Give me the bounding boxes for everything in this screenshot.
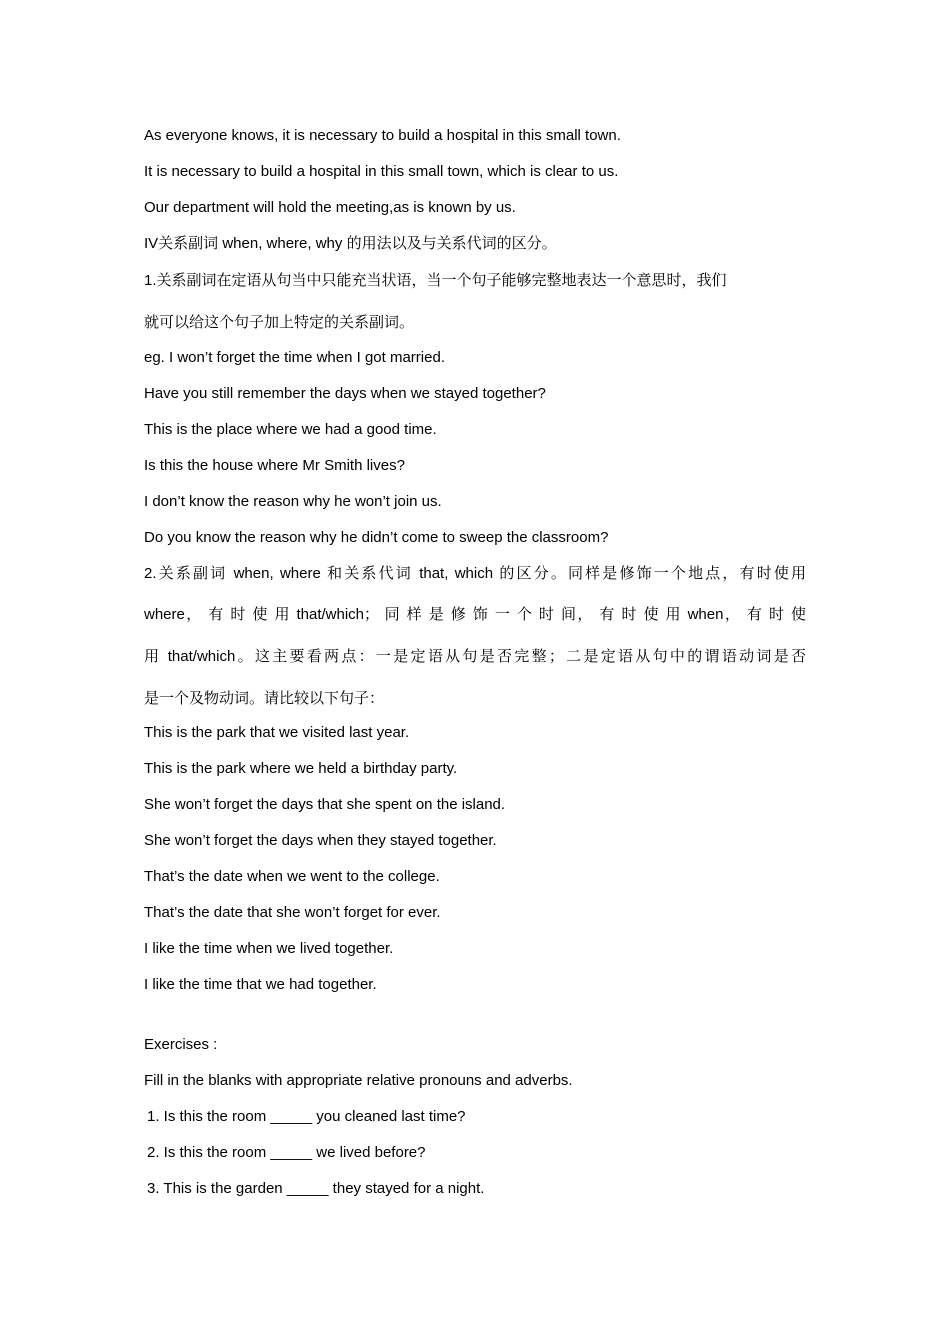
example-married: eg. I won’t forget the time when I got married.	[144, 349, 445, 366]
exercises-instruction: Fill in the blanks with appropriate relative pronouns and adverbs.	[144, 1072, 573, 1089]
sentence-which-is-clear: It is necessary to build a hospital in this small town, which is clear to us.	[144, 163, 619, 180]
compare-time-lived: I like the time when we lived together.	[144, 940, 394, 957]
rule-1-line-2: 就可以给这个句子加上特定的关系副词。	[144, 314, 415, 331]
example-mr-smith: Is this the house where Mr Smith lives?	[144, 457, 405, 474]
rule-2-line-1: 2.关系副词 when, where 和关系代词 that, which 的区分。同样是修饰一个地点，有时使用	[144, 565, 806, 582]
example-sweep-classroom: Do you know the reason why he didn’t come to sweep the classroom?	[144, 529, 609, 546]
compare-park-held: This is the park where we held a birthday party.	[144, 760, 458, 777]
rule-2-line-2: where， 有 时 使 用 that/which； 同 样 是 修 饰 一 个 时 间， 有 时 使 用 when， 有 时 使	[144, 606, 806, 623]
example-good-time: This is the place where we had a good time.	[144, 421, 437, 438]
exercise-item-1: 1. Is this the room _____ you cleaned last time?	[147, 1108, 466, 1125]
compare-days-spent: She won’t forget the days that she spent on the island.	[144, 796, 506, 813]
compare-days-stayed: She won’t forget the days when they stayed together.	[144, 832, 497, 849]
compare-time-had: I like the time that we had together.	[144, 976, 377, 993]
rule-2-line-4: 是一个及物动词。请比较以下句子：	[144, 690, 385, 707]
compare-date-forget: That’s the date that she won’t forget for ever.	[144, 904, 441, 921]
compare-park-visited: This is the park that we visited last year.	[144, 724, 410, 741]
compare-date-went: That’s the date when we went to the college.	[144, 868, 440, 885]
rule-1-line-1: 1.关系副词在定语从句当中只能充当状语，当一个句子能够完整地表达一个意思时，我们	[144, 272, 727, 289]
sentence-as-everyone-knows: As everyone knows, it is necessary to build a hospital in this small town.	[144, 127, 621, 144]
example-join-us: I don’t know the reason why he won’t join us.	[144, 493, 442, 510]
sentence-as-is-known: Our department will hold the meeting,as is known by us.	[144, 199, 516, 216]
exercise-item-2: 2. Is this the room _____ we lived before?	[147, 1144, 426, 1161]
exercises-heading: Exercises :	[144, 1036, 218, 1053]
exercise-item-3: 3. This is the garden _____ they stayed for a night.	[147, 1180, 485, 1197]
rule-2-line-3: 用 that/which。这主要看两点：一是定语从句是否完整；二是定语从句中的谓语动词是否	[144, 648, 806, 665]
section-heading-relative-adverbs: IV关系副词 when, where, why 的用法以及与关系代词的区分。	[144, 235, 557, 252]
example-stayed-together: Have you still remember the days when we stayed together?	[144, 385, 546, 402]
